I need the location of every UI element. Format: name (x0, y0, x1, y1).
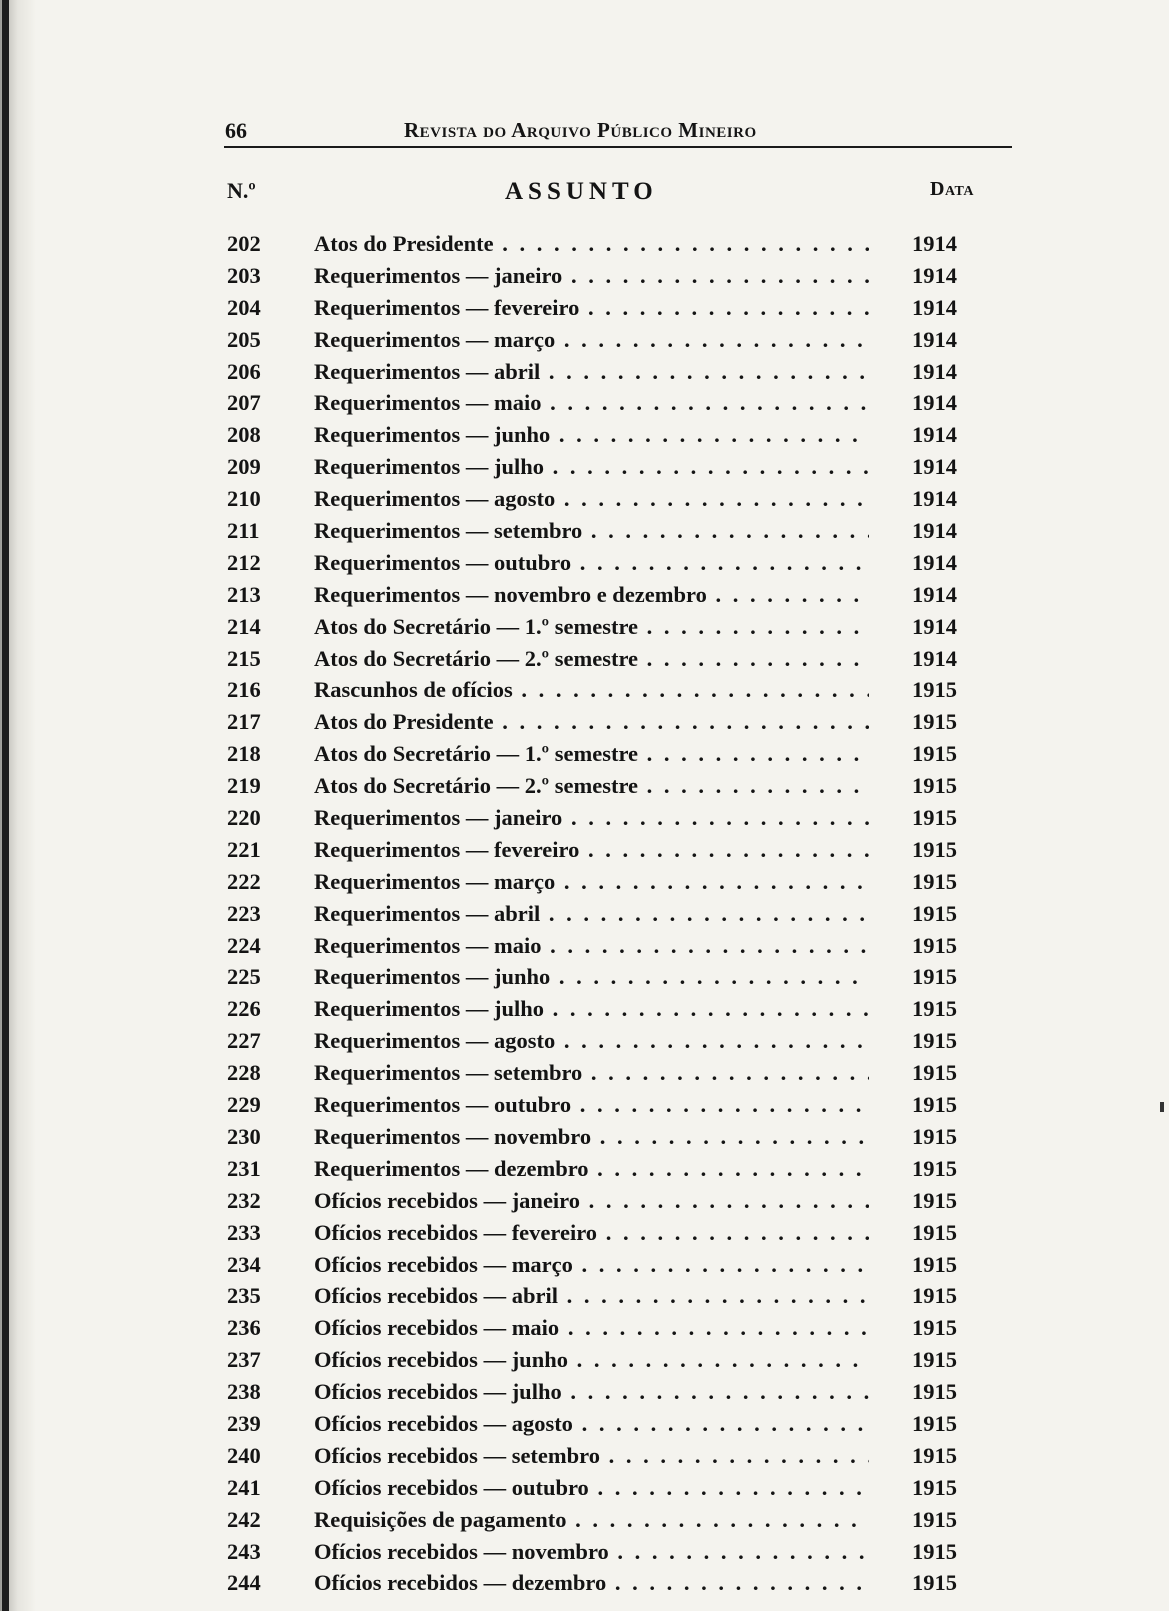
table-row (0, 1153, 1169, 1185)
row-year: 1915 (912, 773, 957, 799)
row-subject: Ofícios recebidos — setembro . . . (314, 1440, 869, 1472)
page-header (224, 112, 1012, 148)
row-year: 1915 (912, 1219, 957, 1245)
row-subject: Atos do Presidente . . . (314, 706, 869, 738)
row-year: 1915 (912, 1092, 957, 1118)
table-row (0, 292, 1169, 324)
row-subject: Requerimentos — novembro e dezembro . . . (314, 579, 869, 611)
row-number: 234 (227, 1251, 261, 1277)
table-row (0, 1089, 1169, 1121)
row-subject: Requerimentos — maio . . . (314, 930, 869, 962)
row-year: 1915 (912, 868, 957, 894)
row-subject: Requerimentos — abril . . . (314, 898, 869, 930)
row-subject: Ofícios recebidos — agosto . . . (314, 1408, 869, 1440)
table-row (0, 515, 1169, 547)
row-subject: Requerimentos — junho . . . (314, 961, 869, 993)
column-header-subject: ASSUNTO (505, 178, 658, 205)
row-number: 224 (227, 932, 261, 958)
table-row (0, 260, 1169, 292)
row-number: 231 (227, 1155, 261, 1181)
row-subject: Requerimentos — setembro . . . (314, 1057, 869, 1089)
row-number: 217 (227, 709, 261, 735)
row-subject: Atos do Secretário — 2.º semestre . . . (314, 643, 869, 675)
row-year: 1915 (912, 1315, 957, 1341)
row-subject: Requerimentos — outubro . . . (314, 547, 869, 579)
row-year: 1915 (912, 1347, 957, 1373)
row-year: 1915 (912, 677, 957, 703)
table-row (0, 1472, 1169, 1504)
row-number: 209 (227, 454, 261, 480)
table-row (0, 930, 1169, 962)
row-year: 1915 (912, 1187, 957, 1213)
row-number: 202 (227, 231, 261, 256)
table-row (0, 1217, 1169, 1249)
table-row (0, 451, 1169, 483)
row-number: 238 (227, 1379, 261, 1405)
row-number: 226 (227, 996, 261, 1022)
row-number: 218 (227, 741, 261, 767)
row-year: 1915 (912, 1442, 957, 1468)
row-subject: Requerimentos — março . . . (314, 324, 869, 356)
table-row (0, 802, 1169, 834)
row-year: 1915 (912, 1251, 957, 1277)
row-subject: Requerimentos — janeiro . . . (314, 260, 869, 292)
table-row (0, 387, 1169, 419)
table-row (0, 611, 1169, 643)
row-subject: Ofícios recebidos — junho . . . (314, 1344, 869, 1376)
row-number: 230 (227, 1123, 261, 1149)
row-number: 220 (227, 805, 261, 831)
table-row (0, 1504, 1169, 1536)
row-year: 1915 (912, 1155, 957, 1181)
row-year: 1914 (912, 549, 957, 575)
row-subject: Requisições de pagamento . . . (314, 1504, 869, 1536)
row-year: 1914 (912, 454, 957, 480)
row-number: 233 (227, 1219, 261, 1245)
row-year: 1915 (912, 805, 957, 831)
row-number: 232 (227, 1187, 261, 1213)
row-number: 240 (227, 1442, 261, 1468)
row-number: 239 (227, 1410, 261, 1436)
row-subject: Requerimentos — outubro . . . (314, 1089, 869, 1121)
row-number: 208 (227, 422, 261, 448)
row-subject: Requerimentos — setembro . . . (314, 515, 869, 547)
row-number: 211 (227, 518, 260, 544)
table-row (0, 1344, 1169, 1376)
table-row (0, 1249, 1169, 1281)
row-number: 229 (227, 1092, 261, 1118)
table-row (0, 1025, 1169, 1057)
table-row (0, 674, 1169, 706)
row-year: 1914 (912, 358, 957, 384)
table-row (0, 643, 1169, 675)
row-number: 225 (227, 964, 261, 990)
table-row (0, 419, 1169, 451)
row-year: 1914 (912, 581, 957, 607)
row-subject: Ofícios recebidos — abril . . . (314, 1280, 869, 1312)
row-year: 1915 (912, 1474, 957, 1500)
row-year: 1914 (912, 486, 957, 512)
row-year: 1915 (912, 1060, 957, 1086)
row-subject: Requerimentos — fevereiro . . . (314, 834, 869, 866)
row-number: 212 (227, 549, 261, 575)
table-row (0, 483, 1169, 515)
page-number: 66 (225, 118, 247, 143)
row-subject: Requerimentos — maio . . . (314, 387, 869, 419)
row-subject: Atos do Presidente . . . (314, 228, 869, 260)
row-subject: Atos do Secretário — 1.º semestre . . . (314, 611, 869, 643)
table-row (0, 356, 1169, 388)
row-number: 204 (227, 294, 261, 320)
row-number: 236 (227, 1315, 261, 1341)
row-subject: Ofícios recebidos — fevereiro . . . (314, 1217, 869, 1249)
table-row (0, 1185, 1169, 1217)
table-row (0, 1567, 1169, 1599)
row-year: 1914 (912, 518, 957, 544)
running-title: Revista do Arquivo Público Mineiro (404, 118, 757, 142)
row-subject: Requerimentos — junho . . . (314, 419, 869, 451)
row-subject: Requerimentos — julho . . . (314, 993, 869, 1025)
row-year: 1914 (912, 326, 957, 352)
row-number: 207 (227, 390, 261, 416)
table-row (0, 547, 1169, 579)
row-number: 213 (227, 581, 261, 607)
row-subject: Atos do Secretário — 2.º semestre . . . (314, 770, 869, 802)
row-subject: Ofícios recebidos — março . . . (314, 1249, 869, 1281)
row-subject: Ofícios recebidos — julho . . . (314, 1376, 869, 1408)
row-subject: Rascunhos de ofícios . . . (314, 674, 869, 706)
table-row (0, 1408, 1169, 1440)
row-number: 216 (227, 677, 261, 703)
table-row (0, 834, 1169, 866)
row-number: 242 (227, 1506, 261, 1532)
row-subject: Requerimentos — fevereiro . . . (314, 292, 869, 324)
row-year: 1915 (912, 1123, 957, 1149)
table-row (0, 1376, 1169, 1408)
document-table (0, 228, 1169, 1599)
row-number: 203 (227, 262, 261, 288)
row-number: 206 (227, 358, 261, 384)
row-subject: Requerimentos — agosto . . . (314, 483, 869, 515)
row-subject: Requerimentos — agosto . . . (314, 1025, 869, 1057)
row-subject: Requerimentos — dezembro . . . (314, 1153, 869, 1185)
row-year: 1915 (912, 1506, 957, 1532)
table-row (0, 866, 1169, 898)
row-number: 241 (227, 1474, 261, 1500)
row-number: 222 (227, 868, 261, 894)
row-year: 1915 (912, 836, 957, 862)
table-row (0, 1536, 1169, 1568)
row-year: 1915 (912, 900, 957, 926)
row-subject: Requerimentos — abril . . . (314, 356, 869, 388)
row-number: 223 (227, 900, 261, 926)
row-number: 227 (227, 1028, 261, 1054)
row-number: 205 (227, 326, 261, 352)
table-row (0, 228, 1169, 260)
row-year: 1914 (912, 645, 957, 671)
row-subject: Atos do Secretário — 1.º semestre . . . (314, 738, 869, 770)
row-year: 1915 (912, 996, 957, 1022)
row-year: 1915 (912, 1028, 957, 1054)
row-year: 1915 (912, 1410, 957, 1436)
table-row (0, 1312, 1169, 1344)
row-subject: Requerimentos — novembro . . . (314, 1121, 869, 1153)
row-year: 1914 (912, 390, 957, 416)
column-header-number: N.º (227, 178, 256, 203)
row-number: 235 (227, 1283, 261, 1309)
table-row (0, 706, 1169, 738)
row-subject: Ofícios recebidos — novembro . . . (314, 1536, 869, 1568)
row-year: 1915 (912, 1538, 957, 1564)
row-year: 1915 (912, 1379, 957, 1405)
row-number: 215 (227, 645, 261, 671)
row-subject: Ofícios recebidos — maio . . . (314, 1312, 869, 1344)
row-year: 1915 (912, 1283, 957, 1309)
row-number: 237 (227, 1347, 261, 1373)
table-row (0, 1440, 1169, 1472)
row-number: 243 (227, 1538, 261, 1564)
row-year: 1914 (912, 613, 957, 639)
row-year: 1915 (912, 709, 957, 735)
table-row (0, 324, 1169, 356)
row-year: 1915 (912, 1570, 957, 1596)
row-number: 244 (227, 1570, 261, 1596)
table-row (0, 1121, 1169, 1153)
table-row (0, 993, 1169, 1025)
table-row (0, 579, 1169, 611)
row-subject: Requerimentos — julho . . . (314, 451, 869, 483)
row-subject: Ofícios recebidos — janeiro . . . (314, 1185, 869, 1217)
scan-speck (1160, 1102, 1164, 1112)
table-row (0, 770, 1169, 802)
table-row (0, 738, 1169, 770)
row-subject: Requerimentos — janeiro . . . (314, 802, 869, 834)
row-year: 1915 (912, 932, 957, 958)
row-number: 210 (227, 486, 261, 512)
row-number: 219 (227, 773, 261, 799)
row-subject: Ofícios recebidos — dezembro . . . (314, 1567, 869, 1599)
table-row (0, 898, 1169, 930)
row-year: 1914 (912, 294, 957, 320)
column-header-date: Data (930, 178, 974, 200)
table-row (0, 961, 1169, 993)
row-year: 1914 (912, 422, 957, 448)
table-row (0, 1280, 1169, 1312)
table-row (0, 1057, 1169, 1089)
row-number: 228 (227, 1060, 261, 1086)
row-year: 1915 (912, 964, 957, 990)
row-year: 1915 (912, 741, 957, 767)
row-number: 214 (227, 613, 261, 639)
row-year: 1914 (912, 262, 957, 288)
row-subject: Requerimentos — março . . . (314, 866, 869, 898)
row-number: 221 (227, 836, 261, 862)
row-subject: Ofícios recebidos — outubro . . . (314, 1472, 869, 1504)
row-year: 1914 (912, 231, 957, 256)
